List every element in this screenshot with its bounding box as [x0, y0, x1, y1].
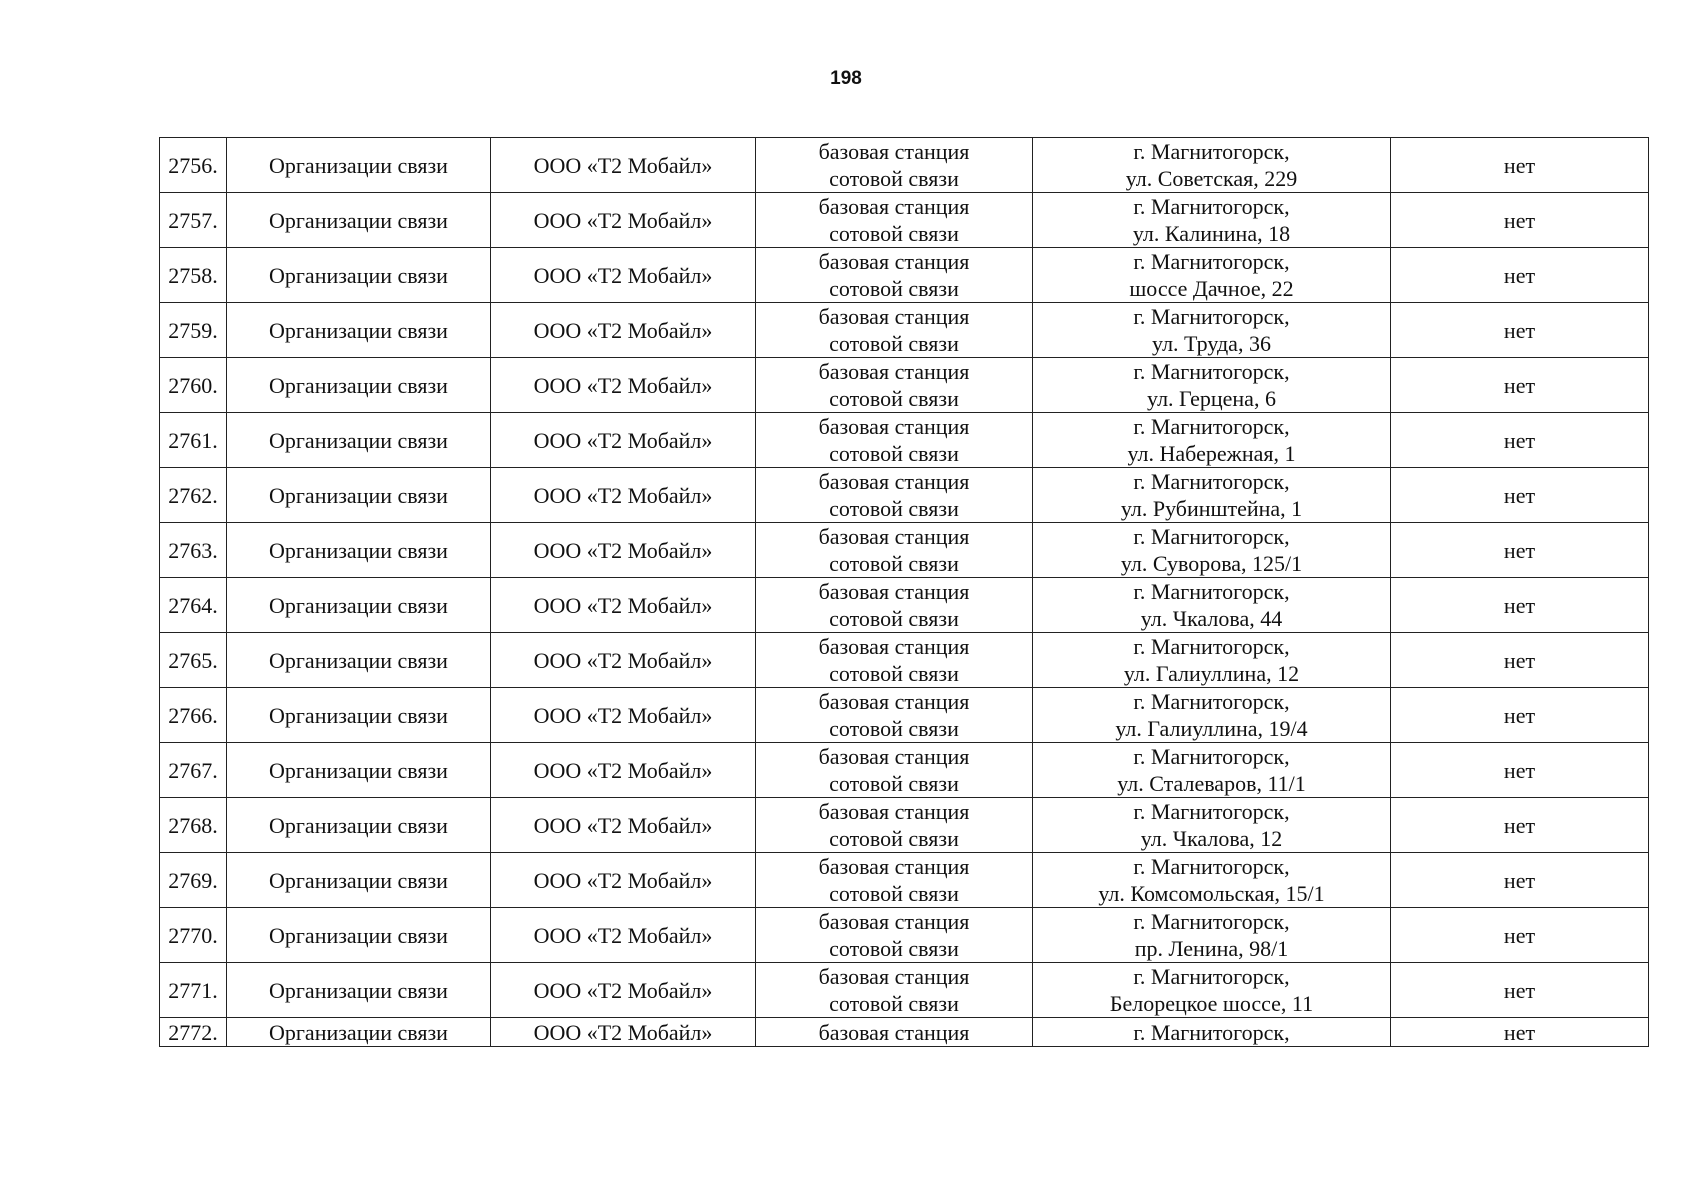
address-cell-line: г. Магнитогорск, — [1133, 1019, 1290, 1045]
address-cell-line: ул. Труда, 36 — [1152, 331, 1271, 356]
organization-cell: ООО «Т2 Мобайл» — [491, 468, 756, 523]
category-cell: Организации связи — [227, 138, 491, 193]
object-cell — [756, 138, 1033, 193]
address-cell-line: г. Магнитогорск, — [1133, 359, 1290, 384]
address-cell — [1033, 193, 1391, 248]
address-cell-line: г. Магнитогорск, — [1133, 909, 1290, 934]
organization-cell: ООО «Т2 Мобайл» — [491, 743, 756, 798]
object-cell-line: сотовой связи — [829, 936, 959, 961]
row-number: 2760. — [160, 358, 227, 413]
note-cell: нет — [1391, 193, 1649, 248]
organization-cell: ООО «Т2 Мобайл» — [491, 1018, 756, 1047]
table-row — [160, 633, 1649, 688]
note-cell: нет — [1391, 1018, 1649, 1047]
category-cell: Организации связи — [227, 248, 491, 303]
address-cell-line: ул. Комсомольская, 15/1 — [1098, 881, 1325, 906]
organization-cell: ООО «Т2 Мобайл» — [491, 523, 756, 578]
row-number: 2766. — [160, 688, 227, 743]
note-cell: нет — [1391, 248, 1649, 303]
object-cell — [756, 303, 1033, 358]
object-cell-line: сотовой связи — [829, 881, 959, 906]
organization-cell: ООО «Т2 Мобайл» — [491, 633, 756, 688]
object-cell-line: базовая станция — [818, 1019, 970, 1045]
table-row — [160, 413, 1649, 468]
object-cell-line: сотовой связи — [829, 991, 959, 1016]
object-cell — [756, 963, 1033, 1018]
note-cell: нет — [1391, 578, 1649, 633]
note-cell: нет — [1391, 358, 1649, 413]
table-row — [160, 853, 1649, 908]
address-cell — [1033, 853, 1391, 908]
row-number: 2763. — [160, 523, 227, 578]
object-cell-line: базовая станция — [818, 524, 970, 549]
address-cell — [1033, 138, 1391, 193]
category-cell: Организации связи — [227, 468, 491, 523]
object-cell-line: сотовой связи — [829, 441, 959, 466]
table-row — [160, 523, 1649, 578]
address-cell-line: г. Магнитогорск, — [1133, 689, 1290, 714]
object-cell-line: сотовой связи — [829, 386, 959, 411]
address-cell-line: ул. Набережная, 1 — [1127, 441, 1296, 466]
category-cell: Организации связи — [227, 523, 491, 578]
object-cell — [756, 853, 1033, 908]
organization-cell: ООО «Т2 Мобайл» — [491, 138, 756, 193]
object-cell — [756, 743, 1033, 798]
organization-cell: ООО «Т2 Мобайл» — [491, 303, 756, 358]
object-cell — [756, 908, 1033, 963]
table-row — [160, 468, 1649, 523]
object-cell-line: сотовой связи — [829, 331, 959, 356]
row-number: 2769. — [160, 853, 227, 908]
address-cell-line: г. Магнитогорск, — [1133, 634, 1290, 659]
table-row — [160, 578, 1649, 633]
object-cell-line: базовая станция — [818, 469, 970, 494]
object-cell-line: базовая станция — [818, 689, 970, 714]
object-cell-line: базовая станция — [818, 579, 970, 604]
object-cell-line: базовая станция — [818, 744, 970, 769]
table-row — [160, 908, 1649, 963]
note-cell: нет — [1391, 853, 1649, 908]
table-row — [160, 688, 1649, 743]
object-cell — [756, 193, 1033, 248]
address-cell-line: ул. Советская, 229 — [1125, 166, 1298, 191]
object-cell-line: базовая станция — [818, 634, 970, 659]
row-number: 2768. — [160, 798, 227, 853]
note-cell: нет — [1391, 413, 1649, 468]
address-cell-line: г. Магнитогорск, — [1133, 469, 1290, 494]
address-cell-line: г. Магнитогорск, — [1133, 304, 1290, 329]
address-cell — [1033, 963, 1391, 1018]
object-cell — [756, 358, 1033, 413]
address-cell-line: ул. Суворова, 125/1 — [1120, 551, 1303, 576]
row-number: 2762. — [160, 468, 227, 523]
organization-cell: ООО «Т2 Мобайл» — [491, 963, 756, 1018]
address-cell — [1033, 633, 1391, 688]
object-cell-line: базовая станция — [818, 249, 970, 274]
object-cell-line: сотовой связи — [829, 826, 959, 851]
organization-cell: ООО «Т2 Мобайл» — [491, 688, 756, 743]
address-cell-line: г. Магнитогорск, — [1133, 744, 1290, 769]
object-cell-line: сотовой связи — [829, 771, 959, 796]
address-cell — [1033, 248, 1391, 303]
category-cell: Организации связи — [227, 413, 491, 468]
category-cell: Организации связи — [227, 798, 491, 853]
object-cell — [756, 468, 1033, 523]
address-cell — [1033, 303, 1391, 358]
organization-cell: ООО «Т2 Мобайл» — [491, 853, 756, 908]
category-cell: Организации связи — [227, 578, 491, 633]
object-cell-line: сотовой связи — [829, 166, 959, 191]
address-cell — [1033, 688, 1391, 743]
address-cell-line: ул. Сталеваров, 11/1 — [1117, 771, 1306, 796]
object-cell — [756, 248, 1033, 303]
row-number: 2756. — [160, 138, 227, 193]
address-cell — [1033, 468, 1391, 523]
address-cell-line: ул. Чкалова, 12 — [1140, 826, 1283, 851]
object-cell — [756, 578, 1033, 633]
table-row — [160, 798, 1649, 853]
object-cell — [756, 688, 1033, 743]
object-cell-line: базовая станция — [818, 964, 970, 989]
category-cell: Организации связи — [227, 303, 491, 358]
address-cell — [1033, 358, 1391, 413]
object-cell-line: базовая станция — [818, 414, 970, 439]
address-cell-line: г. Магнитогорск, — [1133, 139, 1290, 164]
row-number: 2765. — [160, 633, 227, 688]
address-cell-line: г. Магнитогорск, — [1133, 524, 1290, 549]
address-cell-line: г. Магнитогорск, — [1133, 414, 1290, 439]
table-row — [160, 248, 1649, 303]
address-cell — [1033, 1018, 1391, 1047]
address-cell-line: ул. Галиуллина, 19/4 — [1115, 716, 1308, 741]
row-number: 2770. — [160, 908, 227, 963]
note-cell: нет — [1391, 688, 1649, 743]
address-cell-line: шоссе Дачное, 22 — [1129, 276, 1294, 301]
note-cell: нет — [1391, 908, 1649, 963]
object-cell-line: сотовой связи — [829, 276, 959, 301]
organization-cell: ООО «Т2 Мобайл» — [491, 578, 756, 633]
organization-cell: ООО «Т2 Мобайл» — [491, 413, 756, 468]
table-row — [160, 358, 1649, 413]
note-cell: нет — [1391, 798, 1649, 853]
table-row — [160, 138, 1649, 193]
object-cell — [756, 523, 1033, 578]
address-cell — [1033, 578, 1391, 633]
table-row — [160, 963, 1649, 1018]
object-cell-line: базовая станция — [818, 304, 970, 329]
row-number: 2761. — [160, 413, 227, 468]
category-cell: Организации связи — [227, 633, 491, 688]
object-cell-line: базовая станция — [818, 909, 970, 934]
object-cell-line: базовая станция — [818, 854, 970, 879]
object-cell-line: сотовой связи — [829, 606, 959, 631]
address-cell — [1033, 908, 1391, 963]
address-cell-line: г. Магнитогорск, — [1133, 964, 1290, 989]
category-cell: Организации связи — [227, 743, 491, 798]
table-row — [160, 303, 1649, 358]
organization-cell: ООО «Т2 Мобайл» — [491, 193, 756, 248]
note-cell: нет — [1391, 303, 1649, 358]
note-cell: нет — [1391, 963, 1649, 1018]
row-number: 2772. — [160, 1018, 227, 1047]
organization-cell: ООО «Т2 Мобайл» — [491, 358, 756, 413]
object-cell — [756, 798, 1033, 853]
page-number: 198 — [830, 68, 862, 89]
object-cell — [756, 1018, 1033, 1047]
address-cell-line: г. Магнитогорск, — [1133, 854, 1290, 879]
table-row — [160, 1018, 1649, 1047]
address-cell-line: пр. Ленина, 98/1 — [1134, 936, 1289, 961]
note-cell: нет — [1391, 633, 1649, 688]
organization-cell: ООО «Т2 Мобайл» — [491, 798, 756, 853]
category-cell: Организации связи — [227, 358, 491, 413]
object-cell-line: базовая станция — [818, 194, 970, 219]
address-cell — [1033, 743, 1391, 798]
category-cell: Организации связи — [227, 908, 491, 963]
row-number: 2764. — [160, 578, 227, 633]
category-cell: Организации связи — [227, 963, 491, 1018]
object-cell-line: сотовой связи — [829, 496, 959, 521]
row-number: 2771. — [160, 963, 227, 1018]
row-number: 2758. — [160, 248, 227, 303]
address-cell-line: г. Магнитогорск, — [1133, 249, 1290, 274]
object-cell — [756, 413, 1033, 468]
address-cell-line: ул. Калинина, 18 — [1132, 221, 1291, 246]
address-cell-line: ул. Галиуллина, 12 — [1123, 661, 1300, 686]
category-cell: Организации связи — [227, 853, 491, 908]
address-cell-line: г. Магнитогорск, — [1133, 194, 1290, 219]
note-cell: нет — [1391, 523, 1649, 578]
note-cell: нет — [1391, 138, 1649, 193]
address-cell-line: Белорецкое шоссе, 11 — [1109, 991, 1314, 1016]
object-cell — [756, 633, 1033, 688]
object-cell-line: базовая станция — [818, 139, 970, 164]
address-cell-line: г. Магнитогорск, — [1133, 799, 1290, 824]
note-cell: нет — [1391, 468, 1649, 523]
address-cell — [1033, 413, 1391, 468]
address-cell — [1033, 523, 1391, 578]
organization-cell: ООО «Т2 Мобайл» — [491, 908, 756, 963]
object-cell-line: сотовой связи — [829, 661, 959, 686]
category-cell: Организации связи — [227, 688, 491, 743]
address-cell-line: ул. Чкалова, 44 — [1140, 606, 1283, 631]
object-cell-line: сотовой связи — [829, 221, 959, 246]
table-row — [160, 193, 1649, 248]
note-cell: нет — [1391, 743, 1649, 798]
category-cell: Организации связи — [227, 1018, 491, 1047]
category-cell: Организации связи — [227, 193, 491, 248]
registry-table-body — [160, 138, 1649, 1047]
object-cell-line: базовая станция — [818, 359, 970, 384]
address-cell-line: г. Магнитогорск, — [1133, 579, 1290, 604]
address-cell — [1033, 798, 1391, 853]
object-cell-line: сотовой связи — [829, 551, 959, 576]
registry-table — [159, 137, 1649, 1047]
row-number: 2767. — [160, 743, 227, 798]
address-cell-line: ул. Рубинштейна, 1 — [1120, 496, 1303, 521]
table-row — [160, 743, 1649, 798]
object-cell-line: базовая станция — [818, 799, 970, 824]
address-cell-line: ул. Герцена, 6 — [1147, 386, 1276, 411]
organization-cell: ООО «Т2 Мобайл» — [491, 248, 756, 303]
object-cell-line: сотовой связи — [829, 716, 959, 741]
row-number: 2757. — [160, 193, 227, 248]
row-number: 2759. — [160, 303, 227, 358]
